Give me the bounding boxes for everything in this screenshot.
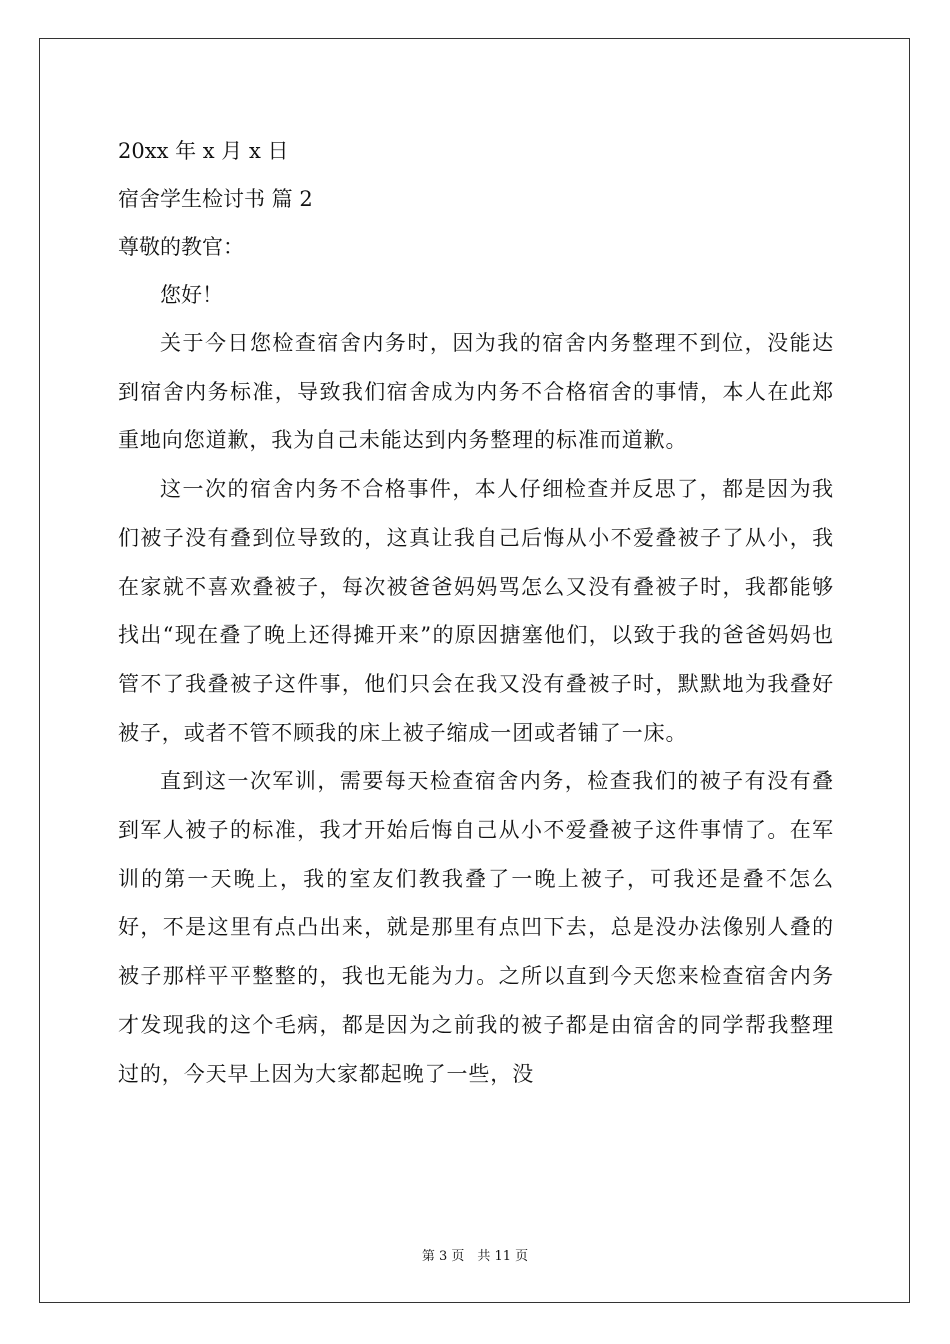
document-body xyxy=(118,127,834,1098)
paragraph-3: 直到这一次军训，需要每天检查宿舍内务，检查我们的被子有没有叠到军人被子的标准，我才开始后悔自己从小不爱叠被子这件事情了。在军训的第一天晚上，我的室友们教我叠了一晚上被子，可我还是叠不怎么好，不是这里有点凸出来，就是那里有点凹下去，总是没办法像别人叠的被子那样平平整整的，我也无能为力。之所以直到今天您来检查宿舍内务才发现我的这个毛病，都是因为之前我的被子都是由宿舍的同学帮我整理过的，今天早上因为大家都起晚了一些，没 xyxy=(118,769,834,1086)
page-indicator: 第 3 页 共 11 页 xyxy=(421,1249,529,1264)
date-line: 20xx 年 x 月 x 日 xyxy=(118,139,289,163)
paragraph-1: 关于今日您检查宿舍内务时，因为我的宿舍内务整理不到位，没能达到宿舍内务标准，导致我们宿舍成为内务不合格宿舍的事情，本人在此郑重地向您道歉，我为自己未能达到内务整理的标准而道歉。 xyxy=(118,331,834,453)
section-title: 宿舍学生检讨书 篇 2 xyxy=(118,187,313,211)
paragraph-2: 这一次的宿舍内务不合格事件，本人仔细检查并反思了，都是因为我们被子没有叠到位导致的，这真让我自己后悔从小不爱叠被子了从小，我在家就不喜欢叠被子，每次被爸爸妈妈骂怎么又没有叠被子时，我都能够找出“现在叠了晚上还得摊开来”的原因搪塞他们，以致于我的爸爸妈妈也管不了我叠被子这件事，他们只会在我又没有叠被子时，默默地为我叠好被子，或者不管不顾我的床上被子缩成一团或者铺了一床。 xyxy=(118,477,834,745)
salutation: 尊敬的教官： xyxy=(118,235,244,259)
page-footer xyxy=(0,1249,950,1265)
greeting: 您好！ xyxy=(160,283,223,307)
